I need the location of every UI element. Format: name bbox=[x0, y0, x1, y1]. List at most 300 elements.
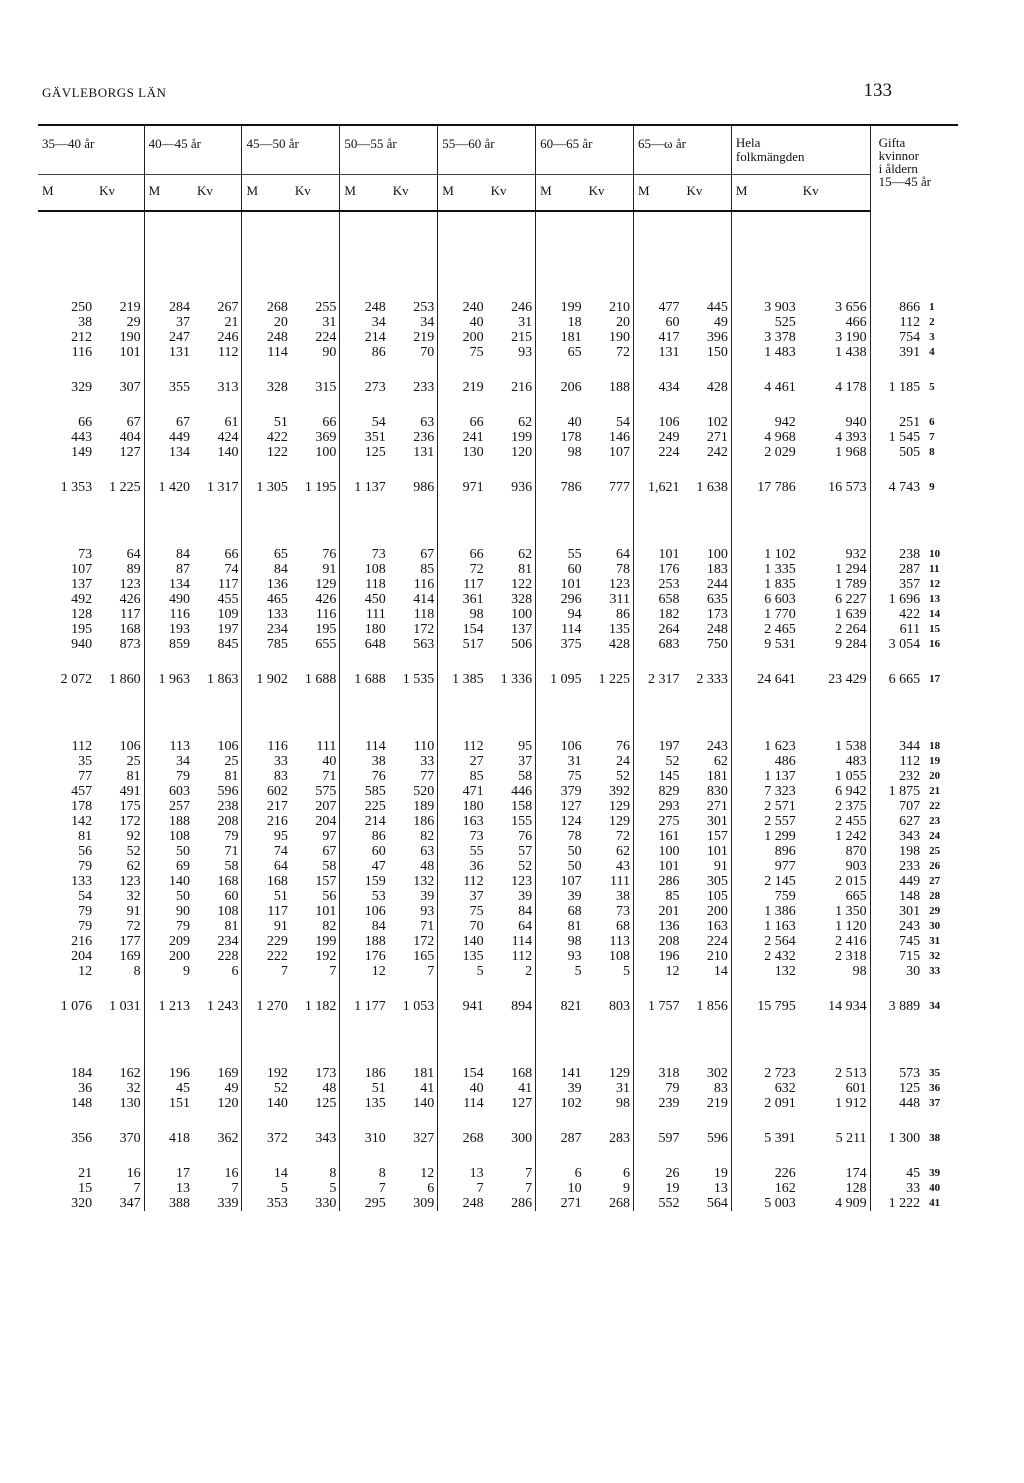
table-cell: 5 bbox=[585, 964, 634, 979]
table-cell: 180 bbox=[364, 622, 386, 637]
spacer-cell bbox=[487, 360, 536, 380]
table-cell: 596 bbox=[682, 1131, 731, 1146]
spacer-cell bbox=[870, 979, 923, 999]
table-cell: 206 bbox=[560, 380, 582, 395]
table-cell: 20 bbox=[273, 315, 288, 330]
spacer-cell bbox=[799, 979, 870, 999]
table-cell: 271 bbox=[682, 799, 731, 814]
table-cell: 123 bbox=[487, 874, 536, 889]
table-cell: 50 bbox=[567, 844, 582, 859]
row-spacer bbox=[38, 687, 958, 739]
table-row bbox=[38, 622, 958, 637]
table-cell: 52 bbox=[273, 1081, 288, 1096]
table-cell: 353 bbox=[266, 1196, 288, 1211]
table-cell: 228 bbox=[193, 949, 242, 964]
table-cell: 29 bbox=[95, 315, 144, 330]
column-group-header: 35—40 år bbox=[38, 125, 144, 175]
table-cell: 70 bbox=[469, 919, 484, 934]
table-cell: 140 bbox=[389, 1096, 438, 1111]
table-cell: 189 bbox=[389, 799, 438, 814]
spacer-cell bbox=[242, 1014, 291, 1066]
table-cell: 5 bbox=[291, 1181, 340, 1196]
table-cell: 181 bbox=[389, 1066, 438, 1081]
table-cell: 45 bbox=[176, 1081, 190, 1096]
table-cell: 66 bbox=[78, 415, 93, 430]
table-cell: 8 bbox=[291, 1166, 340, 1181]
spacer-cell bbox=[242, 360, 291, 380]
table-cell: 84 bbox=[487, 904, 536, 919]
table-cell: 83 bbox=[273, 769, 288, 784]
table-cell: 216 bbox=[71, 934, 93, 949]
spacer-cell bbox=[95, 395, 144, 415]
table-cell: 163 bbox=[462, 814, 484, 829]
table-cell: 200 bbox=[462, 330, 484, 345]
spacer-cell bbox=[438, 360, 487, 380]
table-cell: 859 bbox=[169, 637, 190, 652]
table-cell: 1 185 bbox=[888, 380, 921, 395]
table-cell: 3 378 bbox=[764, 330, 796, 345]
table-row bbox=[38, 859, 958, 874]
table-cell: 357 bbox=[899, 577, 921, 592]
spacer-cell bbox=[487, 652, 536, 672]
table-cell: 186 bbox=[364, 1066, 386, 1081]
table-row bbox=[38, 964, 958, 979]
table-cell: 32 bbox=[95, 889, 144, 904]
table-cell: 50 bbox=[176, 844, 190, 859]
table-cell: 1 875 bbox=[888, 784, 921, 799]
spacer-cell bbox=[242, 652, 291, 672]
spacer-cell bbox=[682, 1014, 731, 1066]
table-cell: 161 bbox=[658, 829, 680, 844]
table-cell: 391 bbox=[899, 345, 921, 360]
table-cell: 76 bbox=[371, 769, 386, 784]
table-cell: 30 bbox=[906, 964, 921, 979]
table-cell: 97 bbox=[291, 829, 340, 844]
table-cell: 81 bbox=[78, 829, 93, 844]
table-cell: 116 bbox=[291, 607, 340, 622]
table-cell: 196 bbox=[658, 949, 680, 964]
table-cell: 466 bbox=[799, 315, 870, 330]
table-cell: 287 bbox=[560, 1131, 582, 1146]
table-cell: 73 bbox=[585, 904, 634, 919]
table-cell: 49 bbox=[193, 1081, 242, 1096]
table-cell: 196 bbox=[169, 1066, 190, 1081]
table-cell: 123 bbox=[95, 577, 144, 592]
spacer-cell bbox=[38, 360, 95, 380]
table-cell: 1 055 bbox=[799, 769, 870, 784]
table-cell: 81 bbox=[95, 769, 144, 784]
spacer-cell bbox=[799, 460, 870, 480]
table-cell: 3 889 bbox=[888, 999, 921, 1014]
table-cell: 173 bbox=[682, 607, 731, 622]
table-cell: 41 bbox=[487, 1081, 536, 1096]
spacer-cell bbox=[438, 395, 487, 415]
row-number: 20 bbox=[929, 770, 941, 782]
table-cell: 63 bbox=[389, 415, 438, 430]
table-cell: 1 336 bbox=[487, 672, 536, 687]
spacer-cell bbox=[95, 211, 144, 300]
table-cell: 64 bbox=[273, 859, 288, 874]
table-cell: 329 bbox=[71, 380, 93, 395]
spacer-cell bbox=[438, 1146, 487, 1166]
table-cell: 79 bbox=[176, 769, 190, 784]
row-number: 34 bbox=[929, 1000, 941, 1012]
spacer-cell bbox=[95, 360, 144, 380]
table-cell: 9 bbox=[585, 1181, 634, 1196]
table-cell: 154 bbox=[462, 622, 484, 637]
table-cell: 79 bbox=[78, 919, 93, 934]
spacer-cell bbox=[634, 360, 683, 380]
table-cell: 87 bbox=[176, 562, 190, 577]
table-cell: 38 bbox=[585, 889, 634, 904]
table-cell: 180 bbox=[462, 799, 484, 814]
table-cell: 60 bbox=[567, 562, 582, 577]
table-cell: 301 bbox=[899, 904, 921, 919]
table-cell: 224 bbox=[682, 934, 731, 949]
table-cell: 372 bbox=[266, 1131, 288, 1146]
table-cell: 1,621 bbox=[647, 480, 680, 495]
table-cell: 271 bbox=[560, 1196, 582, 1211]
table-cell: 301 bbox=[682, 814, 731, 829]
table-cell: 219 bbox=[389, 330, 438, 345]
spacer-cell bbox=[585, 652, 634, 672]
table-cell: 63 bbox=[389, 844, 438, 859]
table-cell: 16 bbox=[193, 1166, 242, 1181]
table-cell: 132 bbox=[389, 874, 438, 889]
table-cell: 1 242 bbox=[799, 829, 870, 844]
spacer-cell bbox=[799, 1014, 870, 1066]
table-cell: 1 177 bbox=[354, 999, 386, 1014]
table-cell: 178 bbox=[560, 430, 582, 445]
table-cell: 1 968 bbox=[799, 445, 870, 460]
table-cell: 113 bbox=[585, 934, 634, 949]
table-cell: 1 137 bbox=[354, 480, 386, 495]
table-cell: 4 461 bbox=[764, 380, 796, 395]
table-cell: 1 225 bbox=[585, 672, 634, 687]
table-cell: 172 bbox=[95, 814, 144, 829]
spacer-cell bbox=[682, 495, 731, 547]
spacer-cell bbox=[193, 395, 242, 415]
table-cell: 426 bbox=[291, 592, 340, 607]
table-cell: 821 bbox=[560, 999, 582, 1014]
spacer-cell bbox=[38, 979, 95, 999]
table-cell: 55 bbox=[469, 844, 484, 859]
table-cell: 404 bbox=[95, 430, 144, 445]
spacer-cell bbox=[38, 395, 95, 415]
spacer-cell bbox=[634, 395, 683, 415]
table-cell: 68 bbox=[585, 919, 634, 934]
table-cell: 38 bbox=[78, 315, 93, 330]
table-cell: 5 003 bbox=[764, 1196, 796, 1211]
table-cell: 506 bbox=[487, 637, 536, 652]
table-cell: 98 bbox=[567, 445, 582, 460]
table-cell: 450 bbox=[364, 592, 386, 607]
table-cell: 248 bbox=[462, 1196, 484, 1211]
table-cell: 417 bbox=[658, 330, 680, 345]
spacer-cell bbox=[193, 1146, 242, 1166]
table-cell: 2 145 bbox=[764, 874, 796, 889]
table-cell: 113 bbox=[169, 739, 190, 754]
table-cell: 603 bbox=[169, 784, 190, 799]
table-cell: 110 bbox=[389, 739, 438, 754]
table-cell: 84 bbox=[371, 919, 386, 934]
spacer-cell bbox=[923, 395, 958, 415]
table-cell: 25 bbox=[95, 754, 144, 769]
spacer-cell bbox=[340, 1111, 389, 1131]
spacer-cell bbox=[634, 495, 683, 547]
table-cell: 1 270 bbox=[256, 999, 288, 1014]
table-cell: 232 bbox=[899, 769, 921, 784]
table-cell: 148 bbox=[899, 889, 921, 904]
table-cell: 422 bbox=[899, 607, 921, 622]
table-cell: 941 bbox=[462, 999, 484, 1014]
table-cell: 428 bbox=[585, 637, 634, 652]
spacer-cell bbox=[536, 395, 585, 415]
table-cell: 1 538 bbox=[799, 739, 870, 754]
table-cell: 66 bbox=[469, 547, 484, 562]
table-cell: 6 bbox=[574, 1166, 582, 1181]
row-number: 15 bbox=[929, 623, 941, 635]
table-cell: 169 bbox=[95, 949, 144, 964]
spacer-cell bbox=[731, 1111, 798, 1131]
table-cell: 313 bbox=[193, 380, 242, 395]
spacer-cell bbox=[682, 460, 731, 480]
table-cell: 492 bbox=[71, 592, 93, 607]
column-header-kv: Kv bbox=[291, 175, 340, 212]
table-cell: 525 bbox=[774, 315, 796, 330]
spacer-cell bbox=[291, 687, 340, 739]
table-cell: 903 bbox=[799, 859, 870, 874]
table-cell: 208 bbox=[193, 814, 242, 829]
table-cell: 1 863 bbox=[193, 672, 242, 687]
table-cell: 98 bbox=[585, 1096, 634, 1111]
table-cell: 114 bbox=[267, 345, 288, 360]
spacer-cell bbox=[799, 1146, 870, 1166]
table-cell: 1 545 bbox=[888, 430, 921, 445]
table-cell: 8 bbox=[378, 1166, 386, 1181]
table-cell: 287 bbox=[899, 562, 921, 577]
table-cell: 4 178 bbox=[799, 380, 870, 395]
column-header-m: M bbox=[634, 175, 683, 212]
table-cell: 15 795 bbox=[757, 999, 796, 1014]
row-number: 7 bbox=[929, 431, 935, 443]
table-cell: 940 bbox=[71, 637, 93, 652]
spacer-cell bbox=[799, 652, 870, 672]
table-cell: 777 bbox=[585, 480, 634, 495]
table-row bbox=[38, 754, 958, 769]
column-group-header-total bbox=[731, 125, 870, 175]
row-number: 27 bbox=[929, 875, 941, 887]
spacer-cell bbox=[870, 395, 923, 415]
spacer-cell bbox=[340, 211, 389, 300]
table-cell: 37 bbox=[469, 889, 484, 904]
column-header-m: M bbox=[340, 175, 389, 212]
table-cell: 1 317 bbox=[193, 480, 242, 495]
spacer-cell bbox=[193, 360, 242, 380]
table-cell: 163 bbox=[682, 919, 731, 934]
table-cell: 428 bbox=[682, 380, 731, 395]
row-number: 21 bbox=[929, 785, 941, 797]
table-cell: 5 211 bbox=[799, 1131, 870, 1146]
spacer-cell bbox=[731, 395, 798, 415]
table-cell: 64 bbox=[487, 919, 536, 934]
table-cell: 145 bbox=[658, 769, 680, 784]
spacer-cell bbox=[291, 395, 340, 415]
table-cell: 300 bbox=[487, 1131, 536, 1146]
table-cell: 986 bbox=[389, 480, 438, 495]
table-cell: 563 bbox=[389, 637, 438, 652]
table-cell: 445 bbox=[682, 300, 731, 315]
table-cell: 106 bbox=[560, 739, 582, 754]
table-cell: 31 bbox=[567, 754, 582, 769]
spacer-cell bbox=[389, 360, 438, 380]
table-cell: 307 bbox=[95, 380, 144, 395]
table-cell: 216 bbox=[266, 814, 288, 829]
spacer-cell bbox=[95, 979, 144, 999]
table-cell: 268 bbox=[266, 300, 288, 315]
table-row bbox=[38, 577, 958, 592]
table-cell: 632 bbox=[774, 1081, 796, 1096]
table-cell: 100 bbox=[658, 844, 680, 859]
table-cell: 174 bbox=[799, 1166, 870, 1181]
spacer-cell bbox=[291, 979, 340, 999]
spacer-cell bbox=[438, 979, 487, 999]
table-cell: 233 bbox=[899, 859, 921, 874]
table-cell: 85 bbox=[469, 769, 484, 784]
row-number: 5 bbox=[929, 381, 935, 393]
table-cell: 7 bbox=[280, 964, 288, 979]
header-text: Gifta bbox=[878, 135, 906, 150]
table-cell: 866 bbox=[899, 300, 921, 315]
table-cell: 1 222 bbox=[888, 1196, 921, 1211]
row-number: 13 bbox=[929, 593, 941, 605]
table-cell: 936 bbox=[487, 480, 536, 495]
table-cell: 896 bbox=[774, 844, 796, 859]
spacer-cell bbox=[799, 211, 870, 300]
table-cell: 124 bbox=[560, 814, 582, 829]
table-cell: 443 bbox=[71, 430, 93, 445]
table-cell: 34 bbox=[371, 315, 386, 330]
table-cell: 13 bbox=[682, 1181, 731, 1196]
table-cell: 200 bbox=[169, 949, 190, 964]
table-cell: 112 bbox=[463, 874, 484, 889]
spacer-cell bbox=[682, 979, 731, 999]
spacer-cell bbox=[242, 395, 291, 415]
table-cell: 168 bbox=[193, 874, 242, 889]
table-cell: 971 bbox=[462, 480, 484, 495]
table-cell: 129 bbox=[585, 799, 634, 814]
spacer-cell bbox=[923, 1014, 958, 1066]
spacer-cell bbox=[487, 979, 536, 999]
spacer-cell bbox=[38, 687, 95, 739]
table-cell: 1 385 bbox=[452, 672, 484, 687]
spacer-cell bbox=[95, 495, 144, 547]
spacer-cell bbox=[438, 495, 487, 547]
spacer-cell bbox=[731, 495, 798, 547]
table-cell: 173 bbox=[291, 1066, 340, 1081]
table-cell: 68 bbox=[567, 904, 582, 919]
table-cell: 12 bbox=[665, 964, 680, 979]
table-cell: 72 bbox=[585, 345, 634, 360]
spacer-cell bbox=[487, 1111, 536, 1131]
spacer-cell bbox=[291, 495, 340, 547]
spacer-cell bbox=[291, 1014, 340, 1066]
spacer-cell bbox=[193, 460, 242, 480]
table-cell: 243 bbox=[682, 739, 731, 754]
table-cell: 129 bbox=[585, 1066, 634, 1081]
row-spacer bbox=[38, 360, 958, 380]
table-cell: 54 bbox=[371, 415, 386, 430]
header-text: kvinnor bbox=[878, 148, 920, 163]
table-cell: 136 bbox=[658, 919, 680, 934]
row-number: 28 bbox=[929, 890, 941, 902]
table-cell: 33 bbox=[906, 1181, 921, 1196]
table-cell: 79 bbox=[78, 904, 93, 919]
table-cell: 81 bbox=[193, 769, 242, 784]
table-cell: 4 743 bbox=[888, 480, 921, 495]
table-cell: 101 bbox=[682, 844, 731, 859]
table-cell: 8 bbox=[95, 964, 144, 979]
spacer-cell bbox=[38, 495, 95, 547]
table-cell: 596 bbox=[193, 784, 242, 799]
table-cell: 91 bbox=[682, 859, 731, 874]
table-cell: 157 bbox=[291, 874, 340, 889]
table-cell: 268 bbox=[585, 1196, 634, 1211]
table-cell: 250 bbox=[71, 300, 93, 315]
spacer-cell bbox=[585, 211, 634, 300]
table-cell: 71 bbox=[193, 844, 242, 859]
spacer-cell bbox=[193, 211, 242, 300]
table-cell: 65 bbox=[273, 547, 288, 562]
table-cell: 7 bbox=[389, 964, 438, 979]
spacer-cell bbox=[923, 1146, 958, 1166]
table-cell: 246 bbox=[193, 330, 242, 345]
table-cell: 40 bbox=[469, 1081, 484, 1096]
row-number: 39 bbox=[929, 1167, 941, 1179]
table-cell: 715 bbox=[899, 949, 921, 964]
table-cell: 225 bbox=[364, 799, 386, 814]
table-cell: 118 bbox=[389, 607, 438, 622]
column-header-married-women bbox=[870, 125, 958, 211]
table-cell: 71 bbox=[389, 919, 438, 934]
spacer-cell bbox=[95, 460, 144, 480]
spacer-cell bbox=[799, 495, 870, 547]
table-cell: 199 bbox=[487, 430, 536, 445]
table-row bbox=[38, 799, 958, 814]
table-cell: 392 bbox=[585, 784, 634, 799]
table-cell: 24 641 bbox=[757, 672, 796, 687]
table-cell: 455 bbox=[193, 592, 242, 607]
table-cell: 112 bbox=[463, 739, 484, 754]
table-cell: 60 bbox=[371, 844, 386, 859]
table-cell: 23 429 bbox=[799, 672, 870, 687]
table-row bbox=[38, 315, 958, 330]
spacer-cell bbox=[634, 979, 683, 999]
table-cell: 66 bbox=[193, 547, 242, 562]
table-cell: 102 bbox=[560, 1096, 582, 1111]
table-cell: 100 bbox=[487, 607, 536, 622]
table-cell: 1 688 bbox=[291, 672, 340, 687]
table-cell: 65 bbox=[567, 345, 582, 360]
table-cell: 158 bbox=[487, 799, 536, 814]
table-row bbox=[38, 562, 958, 577]
table-cell: 112 bbox=[71, 739, 93, 754]
row-number: 2 bbox=[929, 316, 935, 328]
table-cell: 1 770 bbox=[764, 607, 796, 622]
table-row bbox=[38, 769, 958, 784]
table-row bbox=[38, 445, 958, 460]
table-cell: 93 bbox=[487, 345, 536, 360]
